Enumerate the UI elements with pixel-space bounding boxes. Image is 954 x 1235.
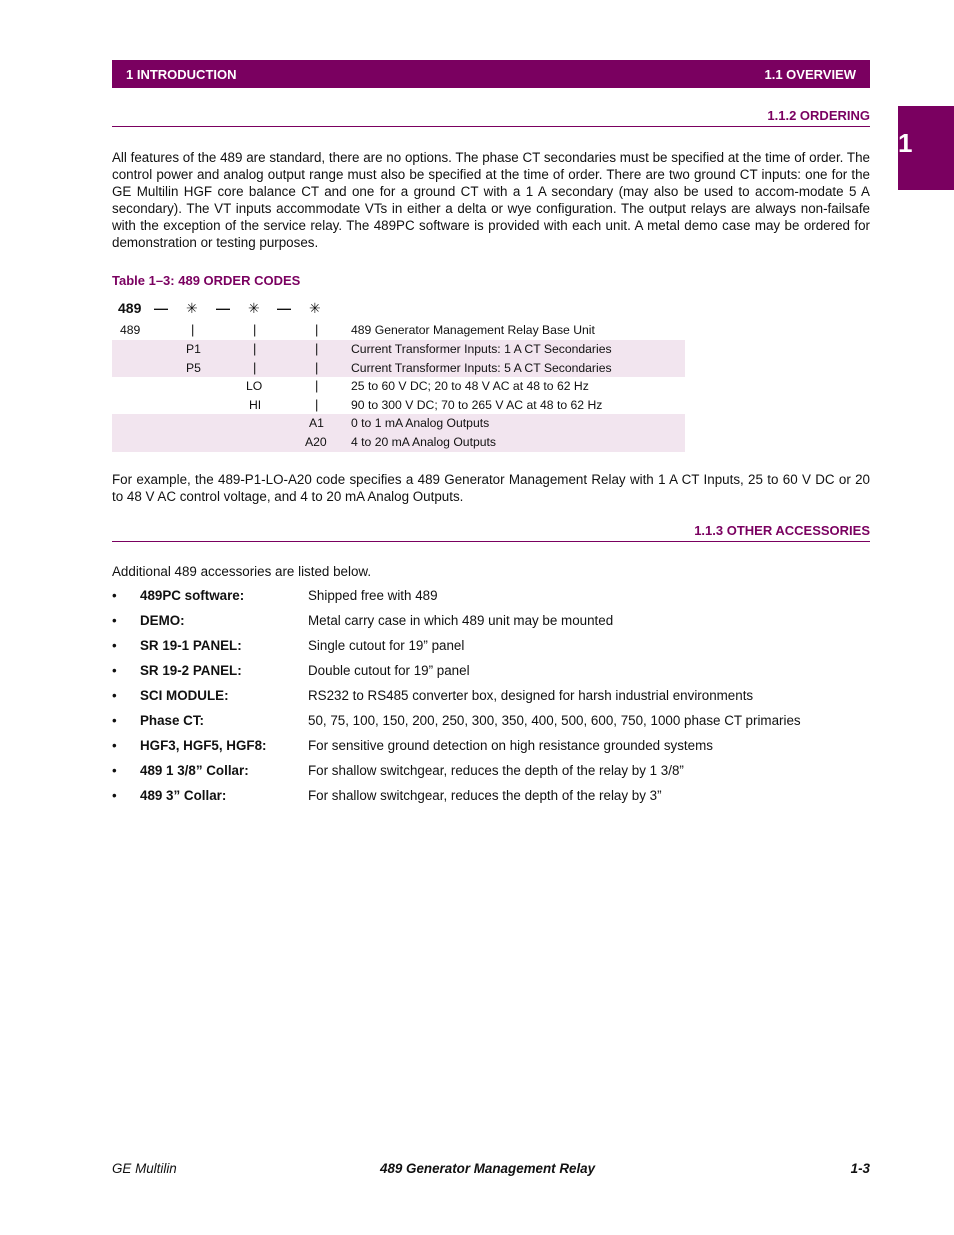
order-code-cell: P1 xyxy=(186,342,201,356)
page-footer xyxy=(112,1161,870,1179)
order-code-row xyxy=(112,396,685,415)
ordering-paragraph: All features of the 489 are standard, there are no options. The phase CT secondaries must be specified at the time of order. The control power and analog output range must also be specified at the time of order. There are two ground CT inputs: one for the GE Multilin HGF core balance CT and one for a ground CT with a 1 A secondary (may also be used to accom-modate 5 A secondary). The VT inputs accommodate VTs in either a delta or wye configuration. The output relays are always non-failsafe with the exception of the service relay. The 489PC software is provided with each unit. A metal demo case may be ordered for demonstration or testing purposes. xyxy=(112,150,870,250)
accessory-name: SR 19-1 PANEL: xyxy=(140,638,242,653)
order-code-row xyxy=(112,359,685,378)
order-code-cell: | xyxy=(315,396,319,412)
order-code-row xyxy=(112,377,685,396)
page-header-bar xyxy=(112,60,870,88)
accessory-name: 489 3” Collar: xyxy=(140,788,227,803)
accessory-item xyxy=(112,636,870,656)
order-code-cell: | xyxy=(253,341,257,356)
order-code-wildcard: ✳ xyxy=(248,300,260,316)
order-code-wildcard: ✳ xyxy=(186,300,198,316)
accessory-description: Shipped free with 489 xyxy=(308,588,438,603)
order-code-description: 4 to 20 mA Analog Outputs xyxy=(351,435,496,449)
order-code-row xyxy=(112,340,685,359)
order-code-header xyxy=(112,300,412,320)
accessory-name: DEMO: xyxy=(140,613,185,628)
order-code-row xyxy=(112,321,685,340)
bullet: • xyxy=(112,663,117,678)
bullet: • xyxy=(112,788,117,803)
bullet: • xyxy=(112,638,117,653)
order-code-cell: | xyxy=(253,322,257,337)
accessory-item xyxy=(112,686,870,706)
accessory-description: Single cutout for 19” panel xyxy=(308,638,465,653)
accessory-item xyxy=(112,586,870,606)
bullet: • xyxy=(112,588,117,603)
order-codes-table-title: Table 1–3: 489 ORDER CODES xyxy=(112,273,301,288)
header-chapter-label: 1 INTRODUCTION xyxy=(126,66,237,82)
accessory-description: Metal carry case in which 489 unit may be mounted xyxy=(308,613,614,628)
accessories-section-title: 1.1.3 OTHER ACCESSORIES xyxy=(112,523,870,542)
accessory-item xyxy=(112,661,870,681)
accessory-description: For sensitive ground detection on high resistance grounded systems xyxy=(308,738,713,753)
chapter-tab xyxy=(898,106,954,190)
order-code-description: 0 to 1 mA Analog Outputs xyxy=(351,416,490,431)
order-code-cell: A20 xyxy=(305,435,327,449)
order-code-description: 90 to 300 V DC; 70 to 265 V AC at 48 to 62 Hz xyxy=(351,397,603,412)
accessory-description: 50, 75, 100, 150, 200, 250, 300, 350, 400, 500, 600, 750, 1000 phase CT primaries xyxy=(308,713,801,728)
accessory-item xyxy=(112,761,870,781)
header-section-label: 1.1 OVERVIEW xyxy=(764,66,856,82)
footer-product: 489 Generator Management Relay xyxy=(380,1161,596,1176)
order-code-base: 489 xyxy=(118,300,142,316)
order-code-cell: | xyxy=(315,378,319,394)
bullet: • xyxy=(112,713,117,728)
bullet: • xyxy=(112,763,117,778)
order-code-dash: — xyxy=(154,300,168,316)
accessory-item xyxy=(112,711,870,731)
order-code-cell: LO xyxy=(246,379,263,394)
order-code-description: Current Transformer Inputs: 1 A CT Secondaries xyxy=(351,342,612,356)
bullet: • xyxy=(112,688,117,703)
accessory-name: 489PC software: xyxy=(140,588,245,603)
accessory-description: RS232 to RS485 converter box, designed for harsh industrial environments xyxy=(308,688,754,703)
order-code-cell: | xyxy=(315,359,319,375)
accessories-intro: Additional 489 accessories are listed below. xyxy=(112,564,372,579)
accessory-description: For shallow switchgear, reduces the depth of the relay by 3” xyxy=(308,788,662,803)
order-code-row xyxy=(112,414,685,433)
order-code-cell: | xyxy=(315,341,319,356)
chapter-tab-number: 1 xyxy=(898,128,913,158)
ordering-section-title: 1.1.2 ORDERING xyxy=(112,108,870,127)
order-code-description: 489 Generator Management Relay Base Unit xyxy=(351,323,595,337)
order-code-cell: HI xyxy=(249,397,262,412)
bullet: • xyxy=(112,613,117,628)
accessory-name: Phase CT: xyxy=(140,713,204,728)
footer-company: GE Multilin xyxy=(112,1161,177,1176)
order-code-cell: P5 xyxy=(186,360,201,375)
footer-page-number: 1-3 xyxy=(850,1161,870,1176)
order-code-cell: 489 xyxy=(120,323,141,337)
order-code-cell: | xyxy=(315,322,319,337)
order-code-example: For example, the 489-P1-LO-A20 code specifies a 489 Generator Management Relay with 1 A CT Inputs, 25 to 60 V DC or 20 to 48 V AC control voltage, and 4 to 20 mA Analog Outputs. xyxy=(112,472,870,504)
order-code-dash: — xyxy=(216,300,230,316)
order-code-description: 25 to 60 V DC; 20 to 48 V AC at 48 to 62 Hz xyxy=(351,379,589,394)
accessory-item xyxy=(112,786,870,806)
accessory-name: SCI MODULE: xyxy=(140,688,229,703)
accessory-description: Double cutout for 19” panel xyxy=(308,663,470,678)
order-code-cell: A1 xyxy=(309,416,324,431)
order-code-row xyxy=(112,433,685,452)
accessory-name: HGF3, HGF5, HGF8: xyxy=(140,738,267,753)
bullet: • xyxy=(112,738,117,753)
accessory-description: For shallow switchgear, reduces the depth of the relay by 1 3/8” xyxy=(308,763,684,778)
accessory-name: SR 19-2 PANEL: xyxy=(140,663,242,678)
accessory-item xyxy=(112,611,870,631)
order-code-cell: | xyxy=(191,322,195,337)
order-code-dash: — xyxy=(277,300,291,316)
order-code-description: Current Transformer Inputs: 5 A CT Secondaries xyxy=(351,360,612,375)
accessory-item xyxy=(112,736,870,756)
accessory-name: 489 1 3/8” Collar: xyxy=(140,763,249,778)
order-code-cell: | xyxy=(253,359,257,375)
order-code-wildcard: ✳ xyxy=(309,300,321,316)
